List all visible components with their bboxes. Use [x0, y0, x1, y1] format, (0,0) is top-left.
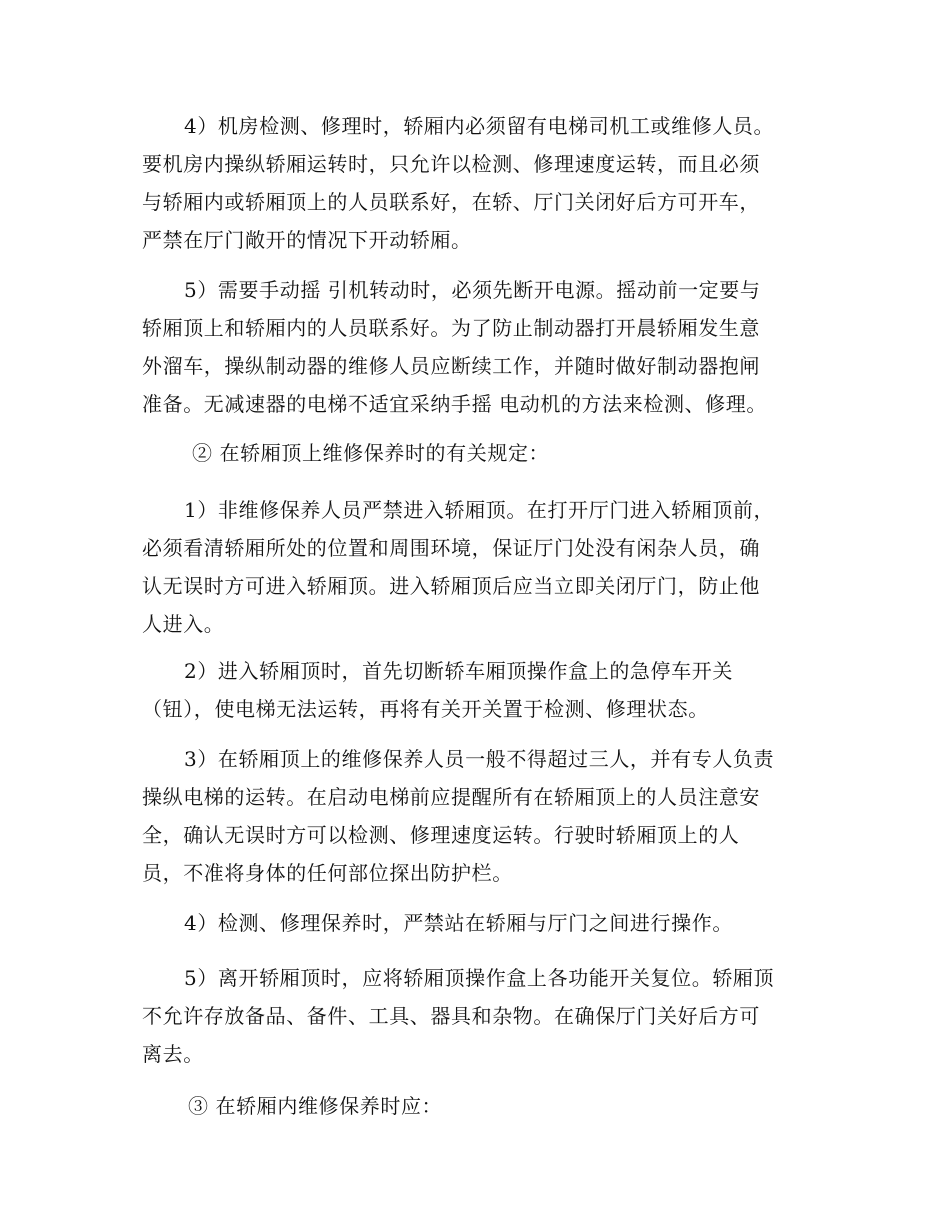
text-line: 员，不准将身体的任何部位探出防护栏。 [142, 861, 513, 885]
text-line: 人进入。 [142, 612, 225, 636]
text-line: 5）需要手动摇 引机转动时，必须先断开电源。摇动前一定要与 [184, 278, 761, 302]
text-line: 与轿厢内或轿厢顶上的人员联系好，在轿、厅门关闭好后方可开车， [142, 190, 760, 214]
paragraph-emergency-stop [142, 652, 814, 728]
text-line: 4）检测、修理保养时，严禁站在轿厢与厅门之间进行操作。 [184, 911, 733, 935]
text-line: 必须看清轿厢所处的位置和周围环境，保证厅门处没有闲杂人员，确 [142, 536, 760, 560]
text-line: 要机房内操纵轿厢运转时，只允许以检测、修理速度运转，而且必须 [142, 152, 760, 176]
paragraph-manual-cranking [142, 271, 814, 423]
text-line: 轿厢顶上和轿厢内的人员联系好。为了防止制动器打开晨轿厢发生意 [142, 316, 760, 340]
paragraph-car-top-entry [142, 491, 814, 643]
text-line: 严禁在厅门敞开的情况下开动轿厢。 [142, 228, 472, 252]
text-line: 离去。 [142, 1042, 204, 1066]
text-line: （钮），使电梯无法运转，再将有关开关置于检测、修理状态。 [142, 697, 709, 721]
text-line: 2）进入轿厢顶时，首先切断轿车厢顶操作盒上的急停车开关 [184, 659, 733, 683]
text-line: 5）离开轿厢顶时，应将轿厢顶操作盒上各功能开关复位。轿厢顶 [184, 966, 775, 990]
paragraph-leaving-car-top [142, 959, 814, 1073]
text-line: 4）机房检测、修理时，轿厢内必须留有电梯司机工或维修人员。 [184, 114, 775, 138]
paragraph-no-standing-between [142, 904, 814, 942]
text-line: 认无误时方可进入轿厢顶。进入轿厢顶后应当立即关闭厅门，防止他 [142, 574, 760, 598]
section-heading-car-top: ② 在轿厢顶上维修保养时的有关规定： [192, 441, 550, 465]
text-line: 准备。无减速器的电梯不适宜采纳手摇 电动机的方法来检测、修理。 [142, 392, 767, 416]
text-line: 外溜车，操纵制动器的维修人员应断续工作，并随时做好制动器抱闸 [142, 354, 760, 378]
paragraph-machine-room-inspection [142, 107, 814, 259]
text-line: 操纵电梯的运转。在启动电梯前应提醒所有在轿厢顶上的人员注意安 [142, 785, 760, 809]
text-line: 不允许存放备品、备件、工具、器具和杂物。在确保厅门关好后方可 [142, 1004, 760, 1028]
paragraph-personnel-limit [142, 740, 814, 892]
text-line: 1）非维修保养人员严禁进入轿厢顶。在打开厅门进入轿厢顶前， [184, 498, 775, 522]
text-line: 3）在轿厢顶上的维修保养人员一般不得超过三人，并有专人负责 [184, 747, 775, 771]
section-heading-inside-car: ③ 在轿厢内维修保养时应： [188, 1094, 443, 1118]
text-line: 全，确认无误时方可以检测、修理速度运转。行驶时轿厢顶上的人 [142, 823, 740, 847]
